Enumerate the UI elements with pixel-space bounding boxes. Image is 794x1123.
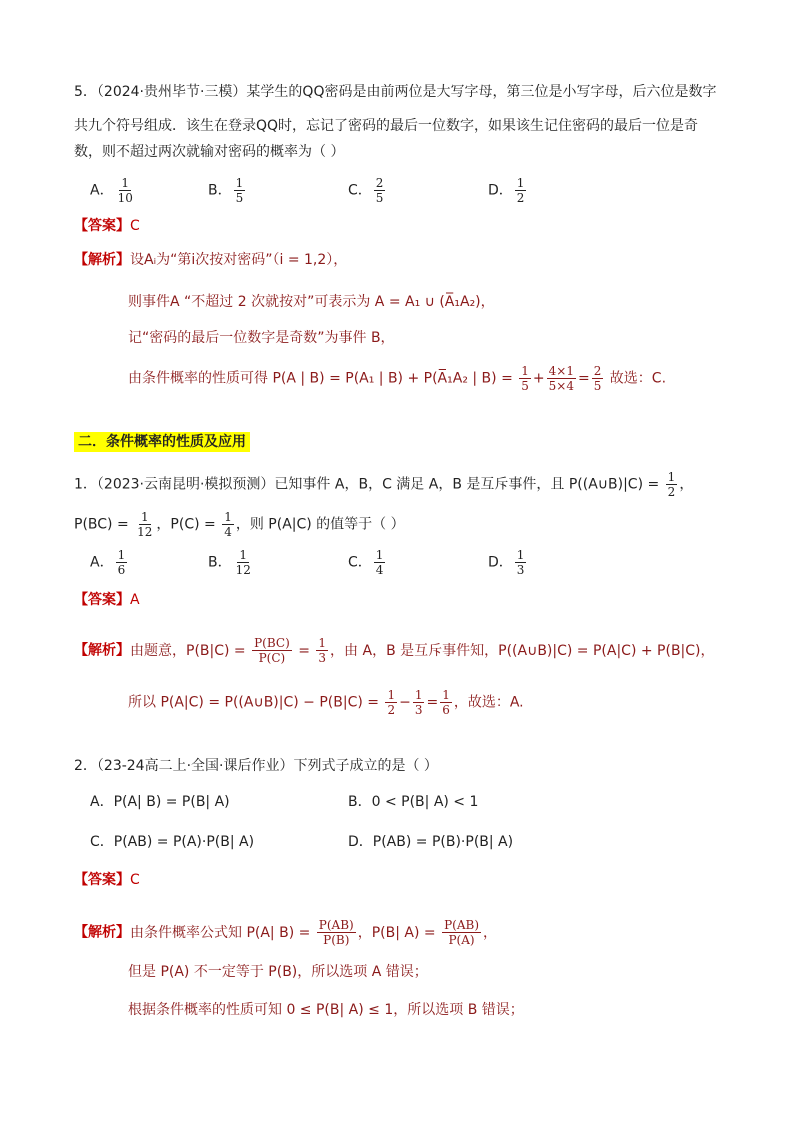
- q5-option-b: B． $\frac{1}{5}$: [208, 176, 244, 205]
- q2-answer: [74, 870, 140, 890]
- q2-option-a: A．P(A| B) = P(B| A): [90, 794, 230, 810]
- q1-analysis-line2: 所以 P(A|C) = P((A∪B)|C) − P(B|C) = $\frac{1}{2}$ − $\frac{1}{3}$ = $\frac{1}{6}$ ，故选：A.: [128, 688, 524, 717]
- q2-analysis-line2: 但是 P(A) 不一定等于 P(B)，所以选项 A 错误；: [128, 964, 428, 980]
- q5-stem-line2: 共九个符号组成．该生在登录QQ时，忘记了密码的最后一位数字，如果该生记住密码的最后一位是奇: [74, 118, 699, 134]
- q5-answer: [74, 216, 140, 236]
- q1-option-c: C． $\frac{1}{4}$: [348, 548, 384, 577]
- q1-stem-line2: P(BC) = $\frac{1}{12}$ ，P(C) = $\frac{1}{4}$ ，则 P(A|C) 的值等于（ ）: [74, 510, 405, 539]
- answer-tag: 【答案】: [74, 872, 130, 888]
- q2-analysis-line3: 根据条件概率的性质可知 0 ≤ P(B| A) ≤ 1，所以选项 B 错误；: [128, 1002, 524, 1018]
- q1-option-b: B． $\frac{1}{12}$: [208, 548, 251, 577]
- q2-option-c: C．P(AB) = P(A)·P(B| A): [90, 834, 255, 850]
- q5-option-c: C． $\frac{2}{5}$: [348, 176, 384, 205]
- q2-option-d: D．P(AB) = P(B)·P(B| A): [348, 834, 514, 850]
- q2-option-b: B．0 < P(B| A) < 1: [348, 794, 479, 810]
- answer-tag: 【答案】: [74, 218, 130, 234]
- q2-stem: 2．（23-24高二上·全国·课后作业）下列式子成立的是（ ）: [74, 758, 438, 774]
- answer-value: C: [130, 218, 140, 234]
- answer-value: A: [130, 592, 140, 608]
- answer-tag: 【答案】: [74, 592, 130, 608]
- q1-stem-line1: 1．（2023·云南昆明·模拟预测）已知事件 A，B，C 满足 A，B 是互斥事件，且 P((A∪B)|C) = $\frac{1}{2}$ ，: [74, 470, 694, 499]
- q5-option-a: A． $\frac{1}{10}$: [90, 176, 133, 205]
- q5-stem-line1: 5．（2024·贵州毕节·三模）某学生的QQ密码是由前两位是大写字母，第三位是小写字母，后六位是数字: [74, 84, 717, 100]
- q5-analysis-line4: 由条件概率的性质可得 P(A | B) = P(A₁ | B) + P(A̅₁A₂ | B) = $\frac{1}{5}$ + $\frac{4\times 1}{5\times 4}$ = $\frac{2}{5}$ 故选：C.: [128, 364, 667, 393]
- analysis-tag: 【解析】: [74, 642, 130, 659]
- q5-analysis-line2: 则事件A “不超过 2 次就按对”可表示为 A = A₁ ∪ (A̅₁A₂)，: [128, 294, 495, 310]
- analysis-tag: 【解析】: [74, 252, 130, 268]
- q1-option-d: D． $\frac{1}{3}$: [488, 548, 525, 577]
- q2-analysis-line1: 【解析】由条件概率公式知 P(A| B) = $\frac{P(AB)}{P(B)}$ ，P(B| A) = $\frac{P(AB)}{P(A)}$ ，: [74, 918, 497, 947]
- q1-answer: [74, 590, 140, 610]
- section-heading: 二．条件概率的性质及应用: [74, 432, 250, 452]
- analysis-tag: 【解析】: [74, 924, 130, 941]
- answer-value: C: [130, 872, 140, 888]
- q5-analysis-line1: 【解析】设Aᵢ为“第i次按对密码”（i = 1,2），: [74, 252, 348, 268]
- q1-analysis-line1: 【解析】由题意，P(B|C) = $\frac{P(BC)}{P(C)}$ = $\frac{1}{3}$ ，由 A，B 是互斥事件知，P((A∪B)|C) = P(A|C) + P(B|C)，: [74, 636, 715, 665]
- q5-option-d: D． $\frac{1}{2}$: [488, 176, 525, 205]
- q5-analysis-line3: 记“密码的最后一位数字是奇数”为事件 B，: [128, 330, 395, 346]
- q1-option-a: A． $\frac{1}{6}$: [90, 548, 126, 577]
- q5-stem-line3: 数，则不超过两次就输对密码的概率为（ ）: [74, 144, 345, 160]
